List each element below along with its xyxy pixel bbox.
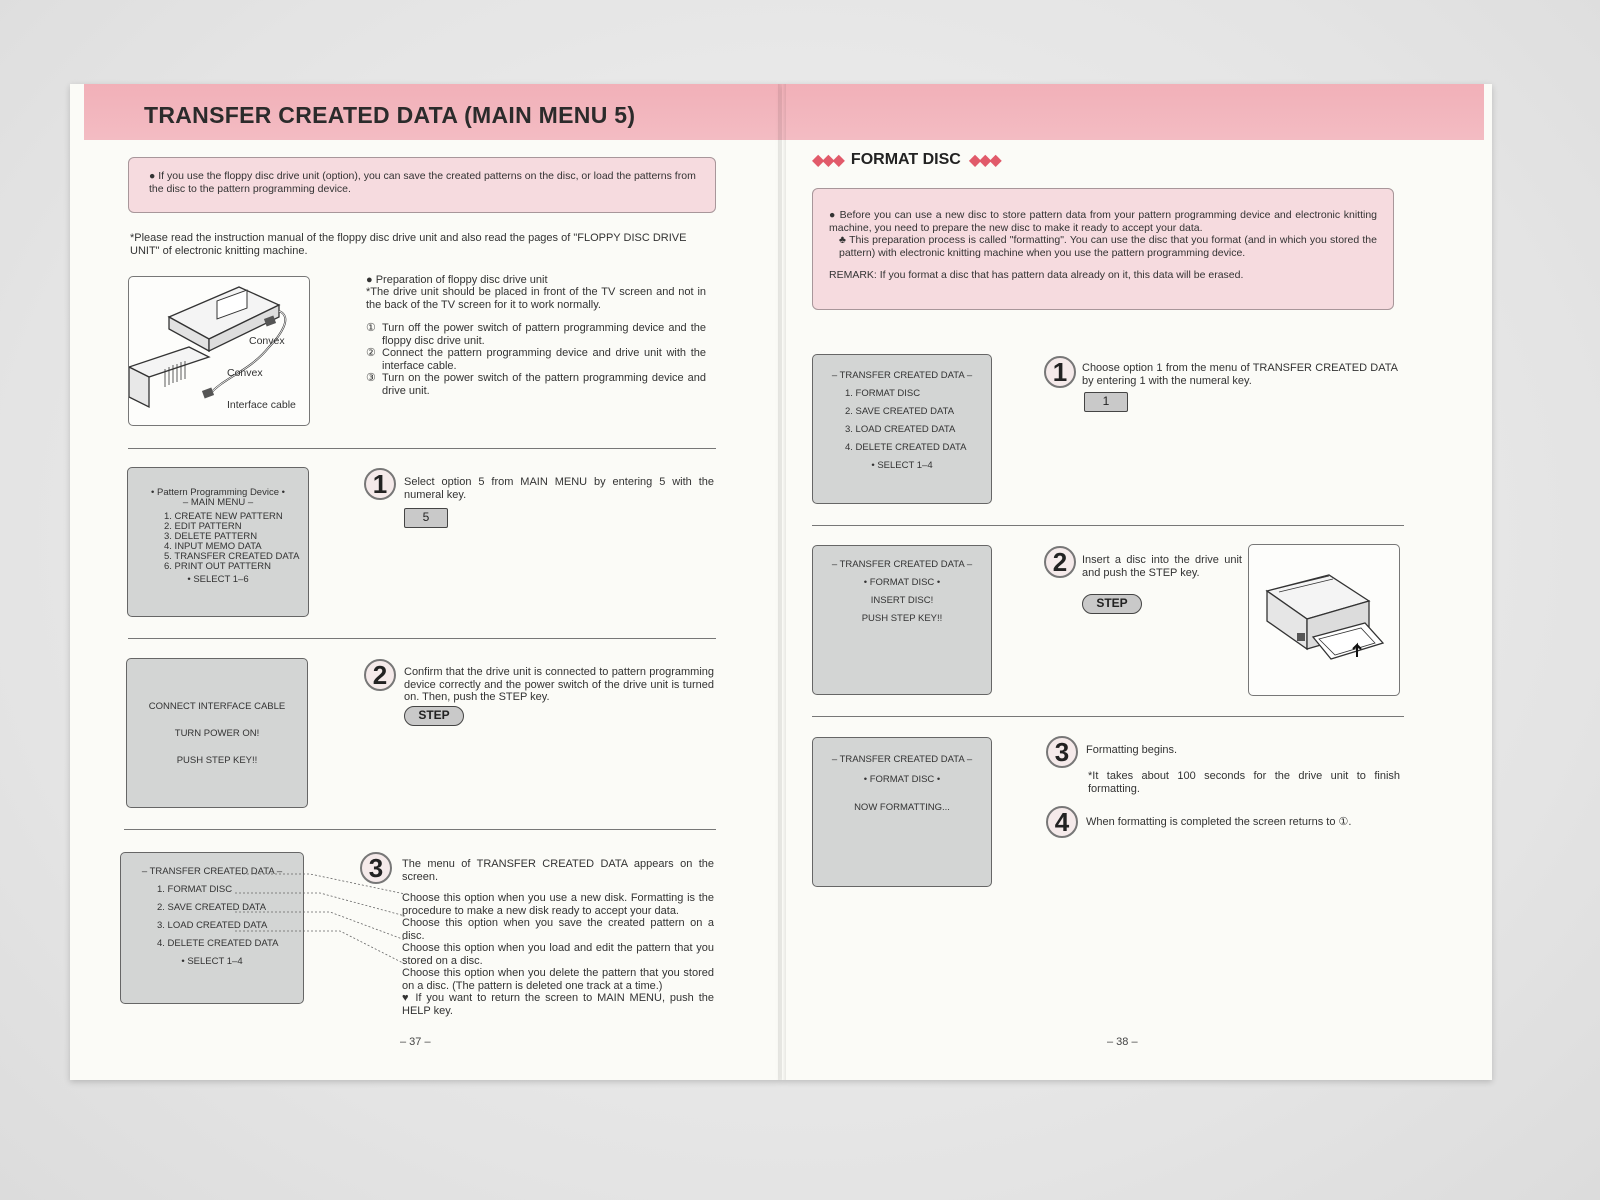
- step-key[interactable]: STEP: [1082, 594, 1142, 614]
- prep-step-text: Turn off the power switch of pattern programming device and the floppy disc drive unit.: [382, 322, 706, 347]
- connection-illustration: [128, 276, 310, 426]
- screen-line: 3. LOAD CREATED DATA: [157, 920, 268, 931]
- diamond-icon: ◆◆◆: [812, 152, 843, 169]
- divider: [124, 829, 716, 830]
- screen-line: CONNECT INTERFACE CABLE: [148, 701, 286, 712]
- intro-note: ● If you use the floppy disc drive unit (option), you can save the created patterns on the disc, or load the patterns from the disc to the pattern programming device.: [149, 170, 696, 195]
- numeral-key-5[interactable]: 5: [404, 508, 448, 528]
- book-spine: [778, 84, 786, 1080]
- disc-drive-illustration: [1248, 544, 1400, 696]
- section-title: FORMAT DISC: [850, 151, 961, 168]
- screen-line: NOW FORMATTING...: [854, 802, 950, 813]
- cable-label: Interface cable: [227, 399, 296, 411]
- prep-step-text: Turn on the power switch of the pattern programming device and drive unit.: [382, 372, 706, 397]
- screen-line: 6. PRINT OUT PATTERN: [164, 561, 271, 572]
- step-key[interactable]: STEP: [404, 706, 464, 726]
- screen-line: 4. DELETE CREATED DATA: [845, 442, 967, 453]
- right-page: [782, 84, 1492, 1080]
- prep-step: [366, 322, 706, 347]
- prep-step-mark: ①: [366, 322, 376, 334]
- screen-line: 2. SAVE CREATED DATA: [845, 406, 955, 417]
- screen-line: – TRANSFER CREATED DATA –: [141, 866, 283, 877]
- step1-text: Select option 5 from MAIN MENU by entering 5 with the numeral key.: [404, 476, 714, 501]
- diamond-icon: ◆◆◆: [968, 152, 1000, 169]
- screen-line: 1. CREATE NEW PATTERN: [164, 511, 283, 522]
- prep-step-mark: ②: [366, 347, 376, 359]
- screen-line: 5. TRANSFER CREATED DATA: [164, 551, 300, 562]
- screen-line: 4. INPUT MEMO DATA: [164, 541, 262, 552]
- prep-step: [366, 372, 706, 397]
- left-page: [70, 84, 782, 1080]
- divider: [128, 448, 716, 449]
- page-title: TRANSFER CREATED DATA (MAIN MENU 5): [144, 102, 636, 128]
- screen-line: • SELECT 1–4: [871, 460, 933, 471]
- screen-line: • SELECT 1–6: [187, 574, 249, 585]
- step2-text: Confirm that the drive unit is connected to pattern programming device correctly and the power switch of the drive unit is turned on. Then, push the STEP key.: [404, 666, 714, 703]
- page-number: – 37 –: [400, 1036, 431, 1048]
- page-number: – 38 –: [1107, 1036, 1138, 1048]
- disc-insert-drawing: [1249, 545, 1400, 696]
- header-band: [782, 84, 1484, 140]
- step-number-2: 2: [1044, 546, 1076, 578]
- screen-line: 2. SAVE CREATED DATA: [157, 902, 267, 913]
- option-description: Choose this option when you delete the pattern that you stored on a disc. (The pattern is deleted one track at a time.): [402, 967, 714, 992]
- intro-note: ● Before you can use a new disc to store pattern data from your pattern programming device and electronic knitting machine, you need to prepare the new disc to make it ready to accept your data.: [829, 209, 1377, 234]
- screen-line: – TRANSFER CREATED DATA –: [831, 370, 973, 381]
- screen-line: 1. FORMAT DISC: [845, 388, 921, 399]
- divider: [812, 525, 1404, 526]
- step3-text: The menu of TRANSFER CREATED DATA appears on the screen.: [402, 858, 714, 883]
- step2-text: Insert a disc into the drive unit and push the STEP key.: [1082, 554, 1242, 579]
- connect-screen: [126, 658, 308, 808]
- convex-bottom-label: Convex: [227, 367, 263, 379]
- transfer-menu-screen: [812, 354, 992, 504]
- screen-line: • FORMAT DISC •: [863, 577, 941, 588]
- section-heading: [812, 150, 1000, 170]
- screen-line: PUSH STEP KEY!!: [176, 755, 258, 766]
- insert-disc-screen: [812, 545, 992, 695]
- help-note: ♥ If you want to return the screen to MAIN MENU, push the HELP key.: [402, 992, 714, 1017]
- divider: [128, 638, 716, 639]
- option-descriptions: [402, 892, 714, 1017]
- step-number-4: 4: [1046, 806, 1078, 838]
- convex-top-label: Convex: [249, 335, 285, 347]
- intro-note-box: [812, 188, 1394, 310]
- step3-text: Formatting begins.: [1086, 744, 1178, 756]
- step-number-1: 1: [364, 468, 396, 500]
- screen-line: – TRANSFER CREATED DATA –: [831, 559, 973, 570]
- screen-line: TURN POWER ON!: [174, 728, 260, 739]
- screen-line: PUSH STEP KEY!!: [861, 613, 943, 624]
- prep-note: *The drive unit should be placed in front of the TV screen and not in the back of the TV screen for it to work normally.: [366, 286, 706, 311]
- intro-note-box: [128, 157, 716, 213]
- remark: REMARK: If you format a disc that has pattern data already on it, this data will be erased.: [829, 269, 1244, 281]
- read-note: *Please read the instruction manual of the floppy disc drive unit and also read the pages of "FLOPPY DISC DRIVE UNIT" of electronic knitting machine.: [130, 232, 687, 257]
- step1-text: Choose option 1 from the menu of TRANSFER CREATED DATA by entering 1 with the numeral key.: [1082, 362, 1398, 387]
- step4-text: When formatting is completed the screen returns to ①.: [1086, 816, 1352, 828]
- screen-line: INSERT DISC!: [870, 595, 934, 606]
- screen-line: 3. DELETE PATTERN: [164, 531, 258, 542]
- option-description: Choose this option when you save the created pattern on a disc.: [402, 917, 714, 942]
- step-number-3: 3: [360, 852, 392, 884]
- option-description: Choose this option when you use a new disk. Formatting is the procedure to make a new disk ready to accept your data.: [402, 892, 714, 917]
- main-menu-screen: [127, 467, 309, 617]
- screen-line: 3. LOAD CREATED DATA: [845, 424, 956, 435]
- divider: [812, 716, 1404, 717]
- screen-line: 2. EDIT PATTERN: [164, 521, 242, 532]
- formatting-screen: [812, 737, 992, 887]
- prep-step: [366, 347, 706, 372]
- numeral-key-1[interactable]: 1: [1084, 392, 1128, 412]
- option-description: Choose this option when you load and edit the pattern that you stored on a disc.: [402, 942, 714, 967]
- screen-line: 4. DELETE CREATED DATA: [157, 938, 279, 949]
- screen-line: – MAIN MENU –: [182, 497, 254, 508]
- prep-step-text: Connect the pattern programming device and drive unit with the interface cable.: [382, 347, 706, 372]
- screen-line: – TRANSFER CREATED DATA –: [831, 754, 973, 765]
- prep-steps: [366, 322, 706, 397]
- screen-line: 1. FORMAT DISC: [157, 884, 233, 895]
- prep-title: ● Preparation of floppy disc drive unit: [366, 274, 548, 286]
- step-number-2: 2: [364, 659, 396, 691]
- step3-note: *It takes about 100 seconds for the drive unit to finish formatting.: [1088, 770, 1400, 795]
- step-number-1: 1: [1044, 356, 1076, 388]
- screen-line: • Pattern Programming Device •: [151, 487, 285, 498]
- header-band: [84, 84, 782, 140]
- screen-line: • FORMAT DISC •: [863, 774, 941, 785]
- intro-note-2: ♣ This preparation process is called "formatting". You can use the disc that you format (and in which you stored the pattern) with electronic knitting machine when you use the pattern programming device.: [839, 234, 1377, 259]
- prep-step-mark: ③: [366, 372, 376, 384]
- step-number-3: 3: [1046, 736, 1078, 768]
- screen-line: • SELECT 1–4: [181, 956, 243, 967]
